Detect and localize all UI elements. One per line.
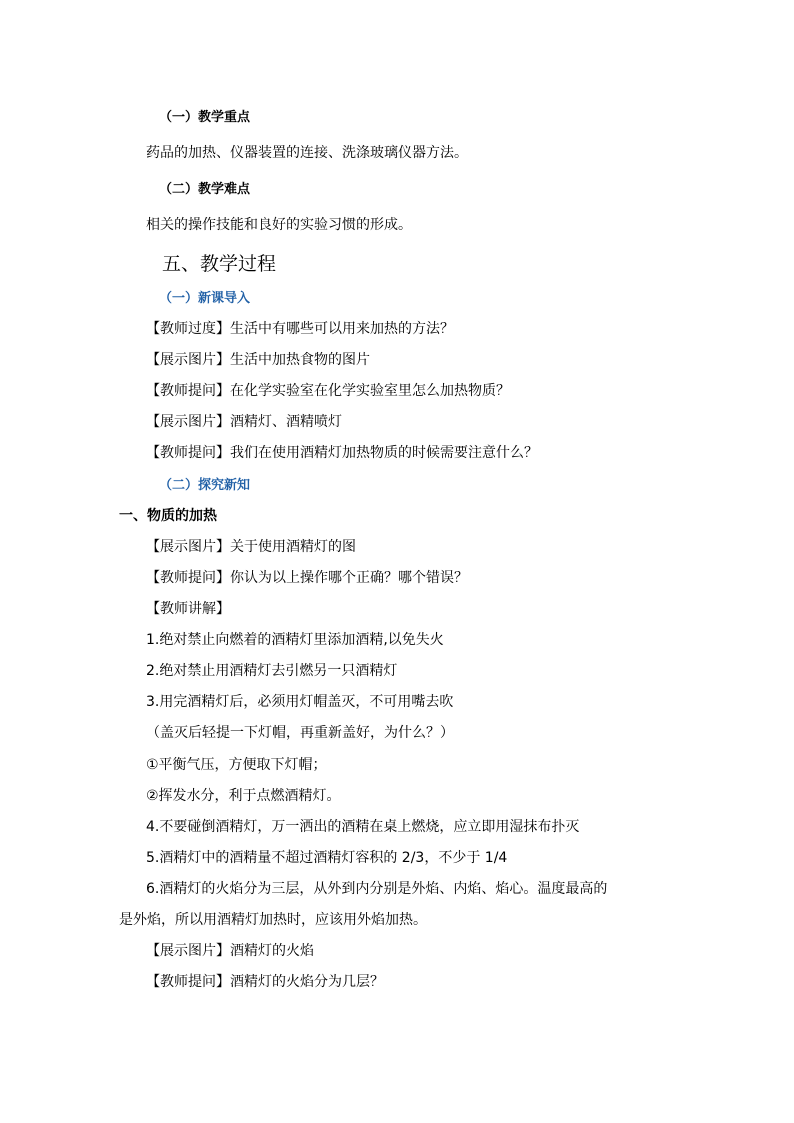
rule-reason: ①平衡气压，方便取下灯帽；	[146, 757, 327, 773]
paragraph-key-points: 药品的加热、仪器装置的连接、洗涤玻璃仪器方法。	[146, 145, 468, 161]
section-title-teaching-process: 五、教学过程	[162, 253, 277, 275]
heading-new-lesson-intro: （一）新课导入	[159, 291, 251, 306]
explore-line: 【教师讲解】	[146, 601, 230, 617]
explore-line: 【展示图片】关于使用酒精灯的图	[146, 539, 356, 555]
heading-teaching-difficult-points: （二）教学难点	[159, 182, 251, 197]
explore-line: 【展示图片】酒精灯的火焰	[146, 943, 314, 959]
heading-explore-new-knowledge: （二）探究新知	[159, 478, 251, 493]
intro-line: 【展示图片】酒精灯、酒精喷灯	[146, 414, 342, 430]
rule-item: 5.酒精灯中的酒精量不超过酒精灯容积的 2/3，不少于 1/4	[146, 850, 508, 866]
rule-reason: ②挥发水分，利于点燃酒精灯。	[146, 788, 341, 804]
explore-line: 【教师提问】你认为以上操作哪个正确？哪个错误？	[146, 570, 468, 586]
subheading-heating-substances: 一、物质的加热	[119, 508, 217, 524]
intro-line: 【展示图片】生活中加热食物的图片	[146, 352, 370, 368]
paragraph-difficult-points: 相关的操作技能和良好的实验习惯的形成。	[146, 217, 412, 233]
explore-line: 【教师提问】酒精灯的火焰分为几层？	[146, 974, 384, 990]
rule-item: 2.绝对禁止用酒精灯去引燃另一只酒精灯	[146, 663, 398, 679]
rule-item: 1.绝对禁止向燃着的酒精灯里添加酒精,以免失火	[146, 632, 444, 648]
heading-teaching-key-points: （一）教学重点	[159, 110, 251, 125]
rule-item-continued: 是外焰，所以用酒精灯加热时，应该用外焰加热。	[119, 912, 427, 928]
rule-note: （盖灭后轻提一下灯帽，再重新盖好，为什么？）	[146, 725, 454, 741]
rule-item: 3.用完酒精灯后，必须用灯帽盖灭，不可用嘴去吹	[146, 694, 454, 710]
rule-item: 4.不要碰倒酒精灯，万一洒出的酒精在桌上燃烧，应立即用湿抹布扑灭	[146, 819, 580, 835]
rule-item: 6.酒精灯的火焰分为三层，从外到内分别是外焰、内焰、焰心。温度最高的	[146, 881, 608, 897]
intro-line: 【教师提问】我们在使用酒精灯加热物质的时候需要注意什么？	[146, 445, 538, 461]
intro-line: 【教师过度】生活中有哪些可以用来加热的方法？	[146, 321, 454, 337]
intro-line: 【教师提问】在化学实验室在化学实验室里怎么加热物质？	[146, 383, 510, 399]
